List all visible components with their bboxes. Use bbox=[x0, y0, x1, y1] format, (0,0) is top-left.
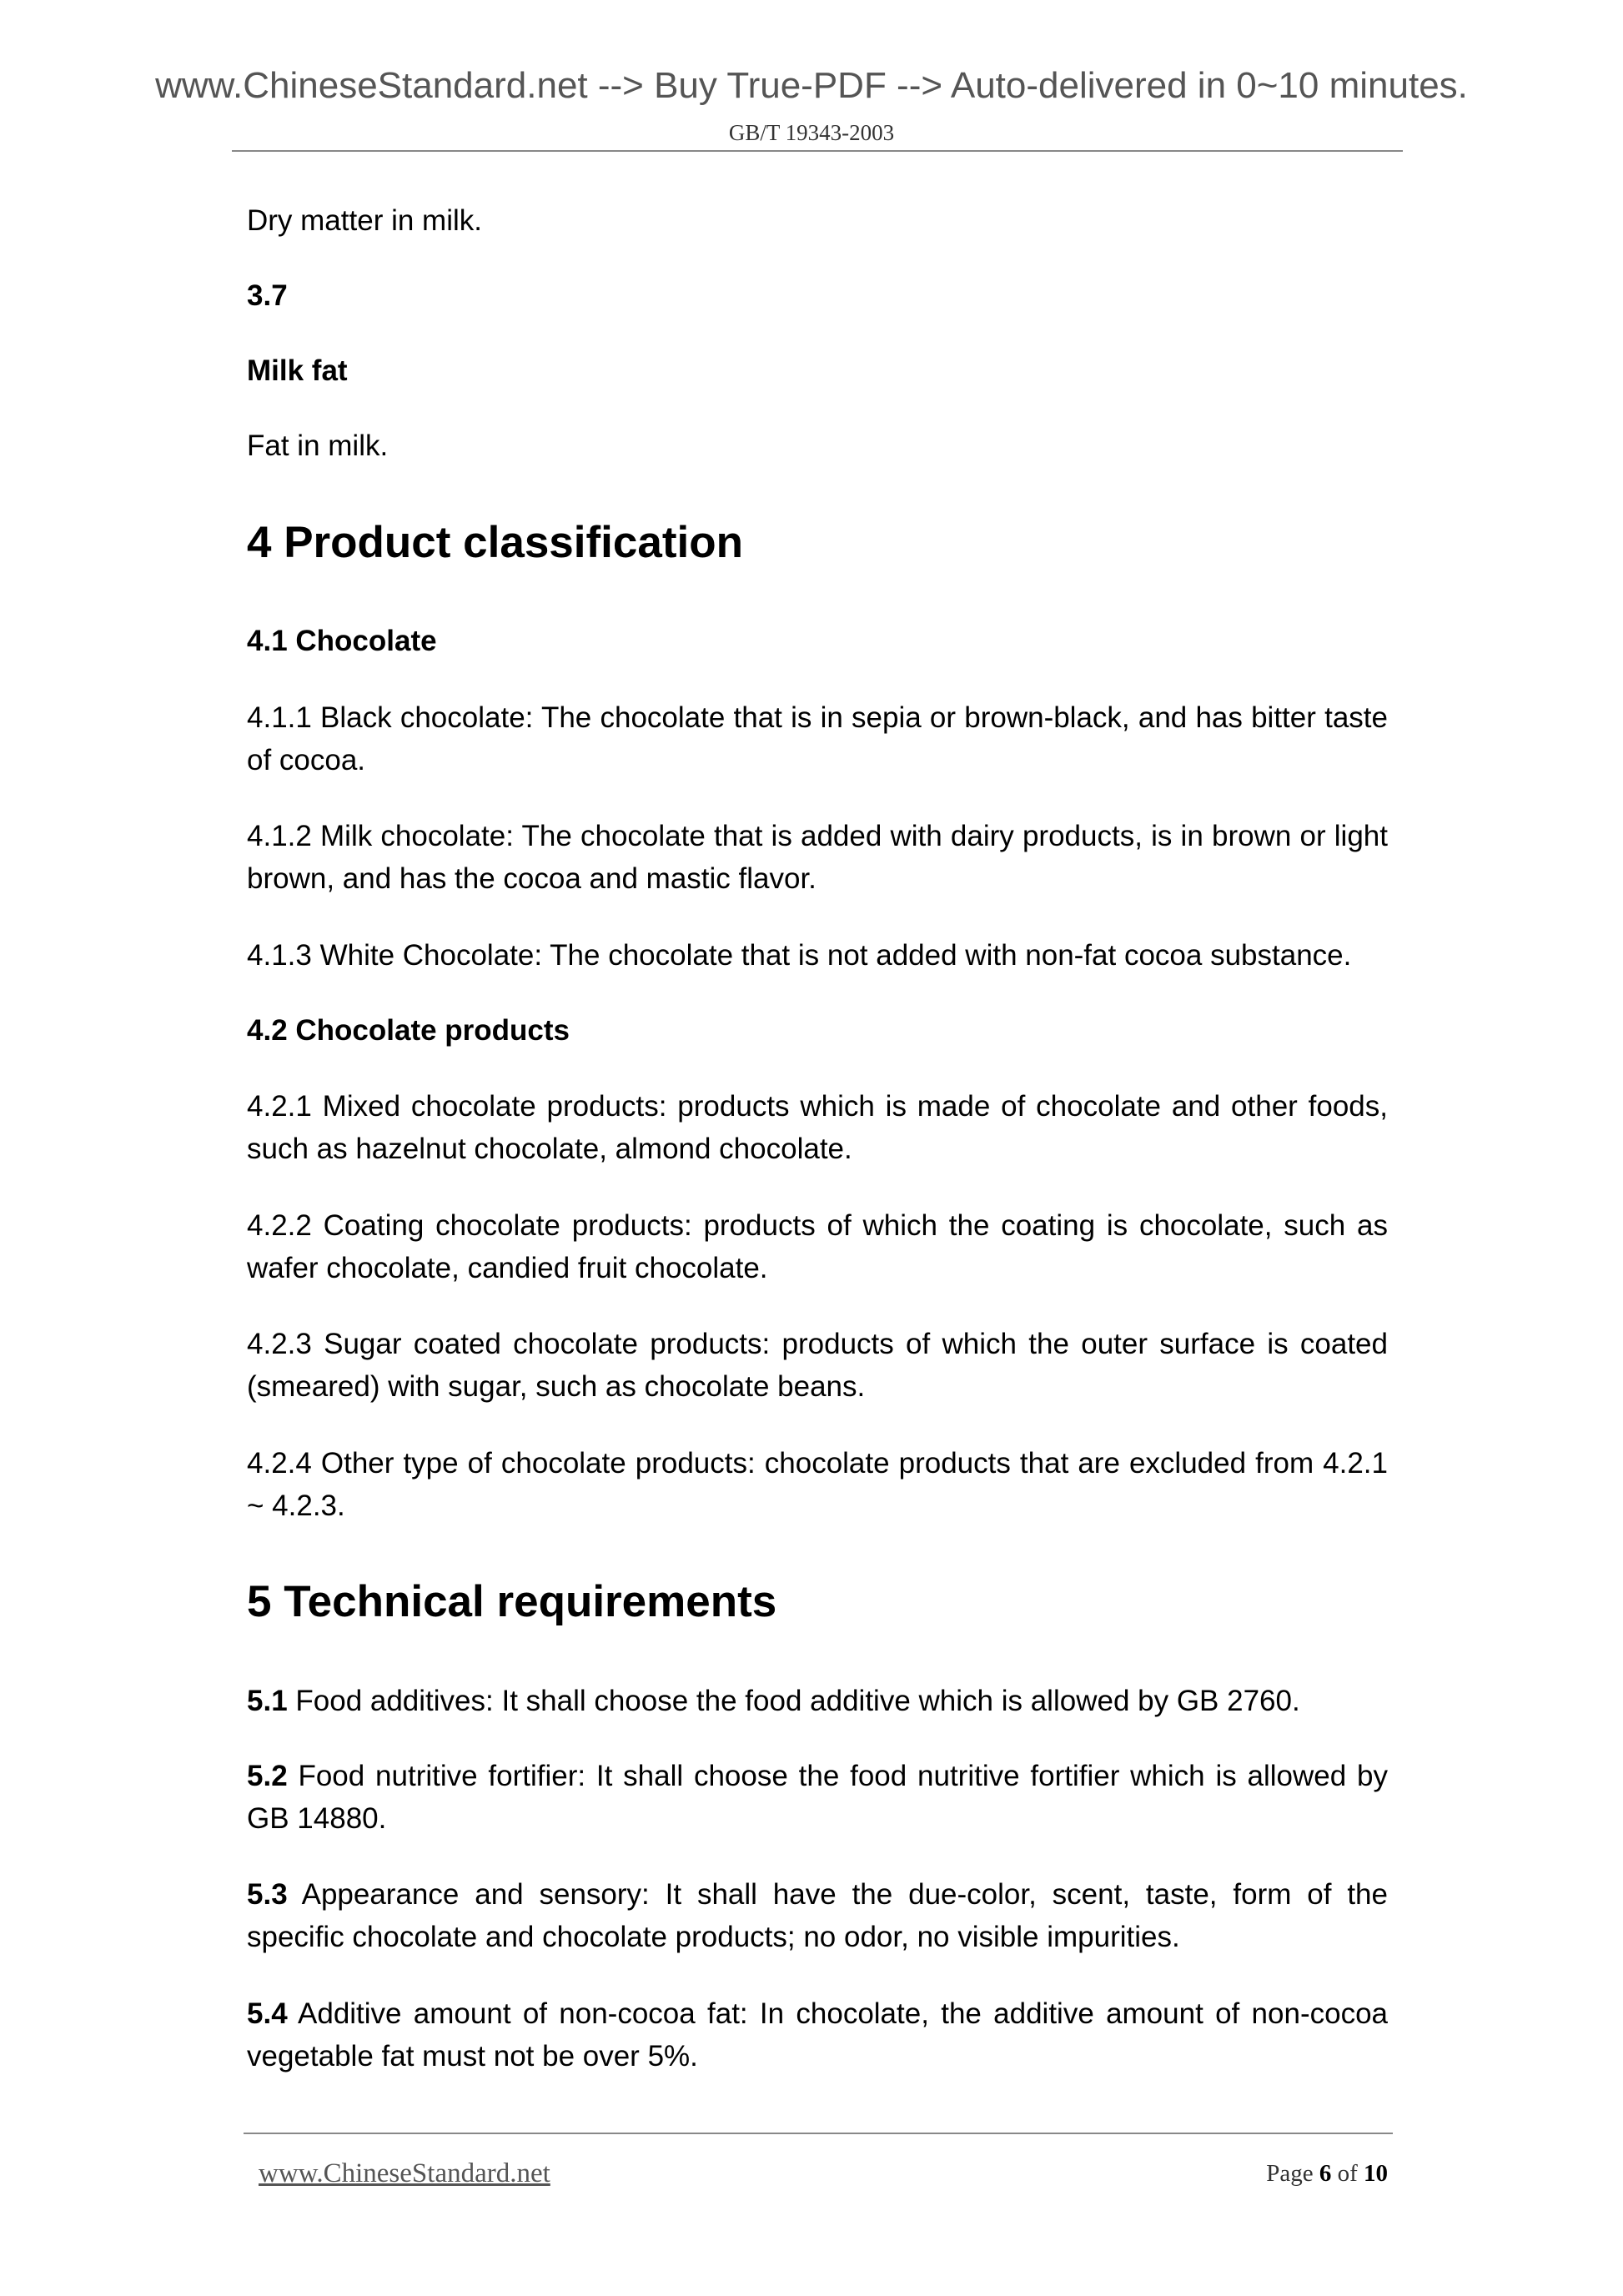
paragraph: 4.2.4 Other type of chocolate products: chocolate products that are excluded from 4.2.1 ~ 4.2.3. bbox=[247, 1447, 1388, 1522]
clause-text: Food additives: It shall choose the food additive which is allowed by GB 2760. bbox=[287, 1685, 1300, 1717]
paragraph: Fat in milk. bbox=[247, 430, 389, 462]
clause-number: 5.4 bbox=[247, 1997, 288, 2030]
paragraph bbox=[247, 1873, 1388, 1958]
paragraph bbox=[247, 1992, 1388, 2077]
footer-divider bbox=[244, 2133, 1393, 2134]
paragraph bbox=[247, 1680, 1388, 1722]
paragraph: Dry matter in milk. bbox=[247, 204, 482, 237]
page-of-label: of bbox=[1331, 2160, 1364, 2187]
clause-number: 3.7 bbox=[247, 279, 288, 312]
paragraph: 4.1.2 Milk chocolate: The chocolate that is added with dairy products, is in brown or light brown, and has the cocoa and mastic flavor. bbox=[247, 820, 1388, 895]
banner-header: www.ChineseStandard.net --> Buy True-PDF --> Auto-delivered in 0~10 minutes. bbox=[155, 65, 1468, 106]
clause-number: 5.2 bbox=[247, 1760, 288, 1792]
subsection-heading: 4.1 Chocolate bbox=[247, 625, 437, 657]
footer-site-link[interactable]: www.ChineseStandard.net bbox=[259, 2158, 550, 2188]
section-heading: 5 Technical requirements bbox=[247, 1577, 777, 1626]
page-label: Page bbox=[1266, 2160, 1319, 2187]
clause-number: 5.3 bbox=[247, 1878, 288, 1911]
clause-text: Food nutritive fortifier: It shall choose the food nutritive fortifier which is allowed by GB 14880. bbox=[247, 1760, 1388, 1835]
paragraph bbox=[247, 1755, 1388, 1840]
paragraph: 4.2.1 Mixed chocolate products: products which is made of chocolate and other foods, such as hazelnut chocolate, almond chocolate. bbox=[247, 1090, 1388, 1165]
section-heading: 4 Product classification bbox=[247, 518, 743, 567]
paragraph: 4.1.3 White Chocolate: The chocolate that is not added with non-fat cocoa substance. bbox=[247, 939, 1352, 972]
current-page: 6 bbox=[1319, 2160, 1332, 2187]
header-divider bbox=[232, 150, 1403, 152]
paragraph: 4.2.2 Coating chocolate products: products of which the coating is chocolate, such as wafer chocolate, candied fruit chocolate. bbox=[247, 1209, 1388, 1284]
total-pages: 10 bbox=[1364, 2160, 1388, 2187]
paragraph: 4.2.3 Sugar coated chocolate products: products of which the outer surface is coated (smeared) with sugar, such as chocolate beans. bbox=[247, 1328, 1388, 1403]
clause-number: 5.1 bbox=[247, 1685, 288, 1717]
paragraph: 4.1.1 Black chocolate: The chocolate that is in sepia or brown-black, and has bitter taste of cocoa. bbox=[247, 701, 1388, 776]
clause-text: Appearance and sensory: It shall have the due-color, scent, taste, form of the specific chocolate and chocolate products; no odor, no visible impurities. bbox=[247, 1878, 1388, 1953]
standard-number: GB/T 19343-2003 bbox=[728, 120, 895, 145]
clause-text: Additive amount of non-cocoa fat: In chocolate, the additive amount of non-cocoa vegetable fat must not be over 5%. bbox=[247, 1997, 1388, 2072]
subsection-heading: 4.2 Chocolate products bbox=[247, 1014, 570, 1047]
page-indicator bbox=[1266, 2160, 1388, 2188]
term-title: Milk fat bbox=[247, 354, 348, 387]
